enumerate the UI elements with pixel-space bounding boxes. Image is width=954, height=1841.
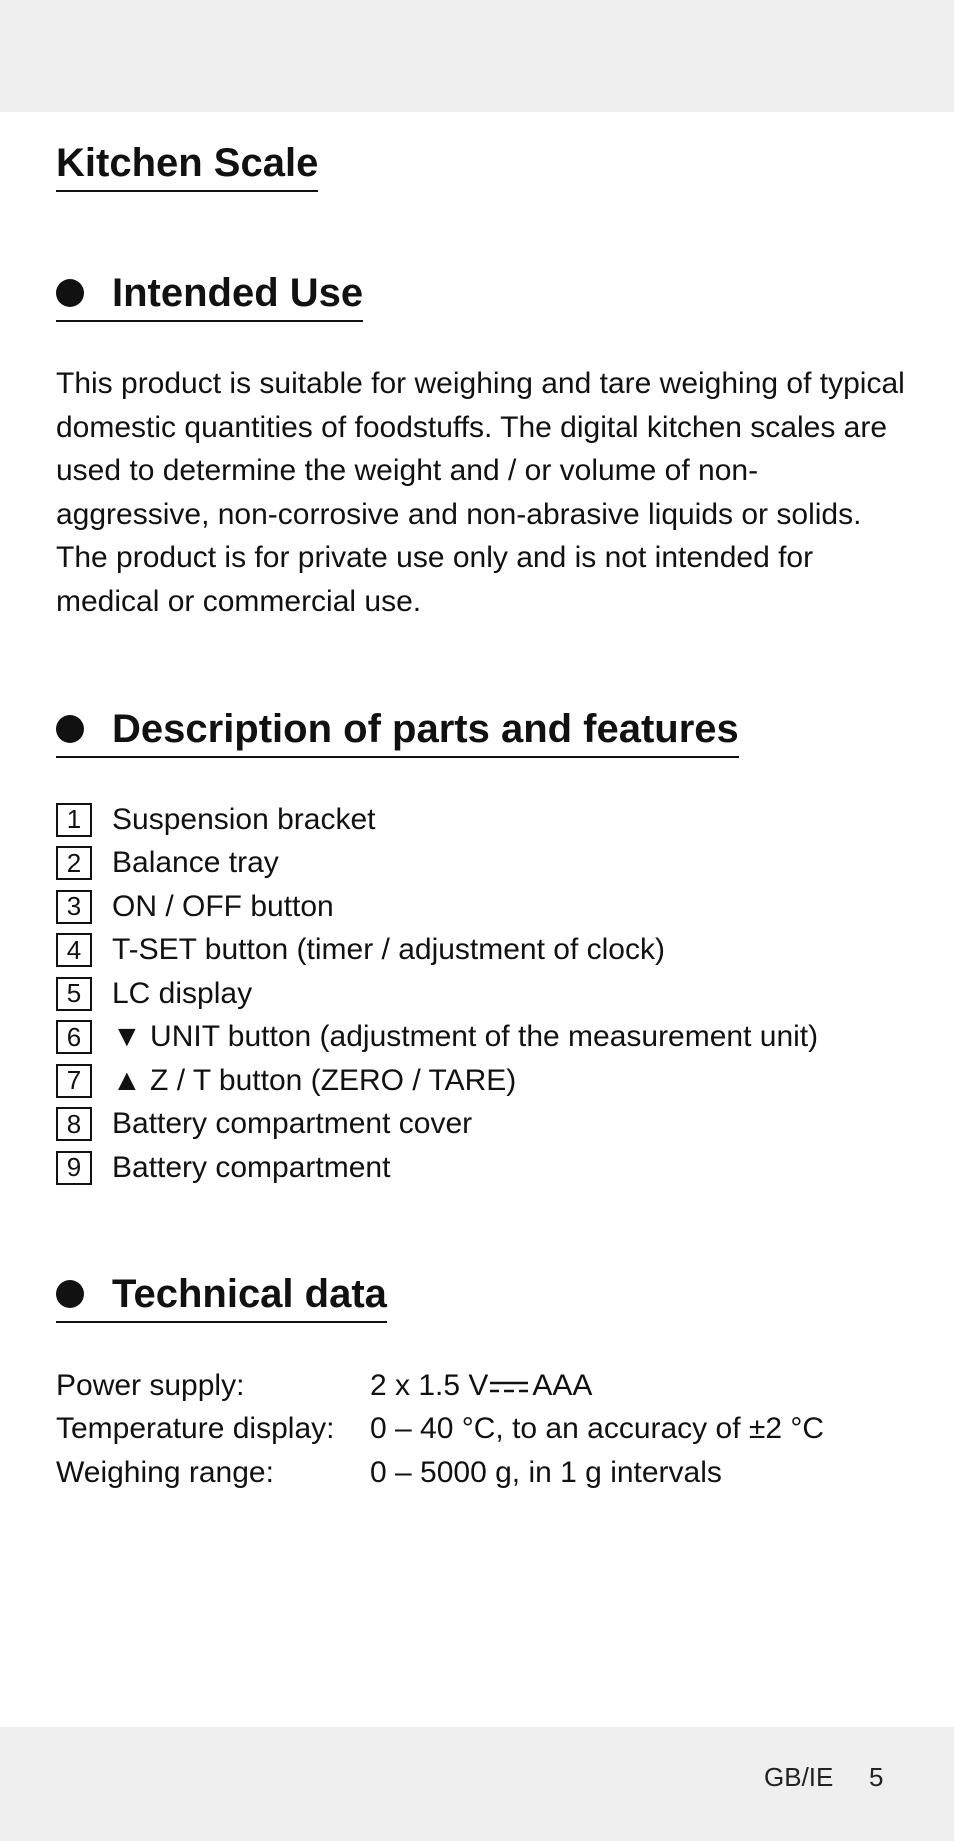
section-heading-intended-use: [56, 268, 363, 322]
tech-value: 0 – 5000 g, in 1 g intervals: [370, 1455, 722, 1489]
footer-language: GB/IE: [764, 1762, 834, 1792]
part-item: [56, 929, 818, 973]
tech-row-temperature: [56, 1408, 824, 1452]
part-number-box: 3: [56, 890, 92, 924]
page-title: Kitchen Scale: [56, 138, 318, 192]
tech-row-weighing-range: [56, 1451, 824, 1495]
section-heading-parts: [56, 704, 739, 758]
direct-current-icon: [490, 1380, 528, 1394]
section-heading-text: Description of parts and features: [112, 707, 739, 751]
part-item: [56, 1016, 818, 1060]
part-number-box: 8: [56, 1107, 92, 1141]
section-heading-text: Technical data: [112, 1272, 387, 1316]
part-number-box: 7: [56, 1064, 92, 1098]
part-number-box: 6: [56, 1020, 92, 1054]
part-label: Battery compartment cover: [112, 1107, 473, 1141]
bullet-icon: [56, 279, 84, 307]
part-label: ON / OFF button: [112, 889, 334, 923]
part-number-box: 4: [56, 933, 92, 967]
part-number-box: 1: [56, 803, 92, 837]
bullet-icon: [56, 1280, 84, 1308]
tech-row-power-supply: [56, 1364, 824, 1408]
tech-value: [370, 1364, 824, 1408]
technical-data-table: [56, 1364, 824, 1495]
power-value-suffix: AAA: [532, 1368, 593, 1402]
part-label: Balance tray: [112, 846, 279, 880]
part-label: Battery compartment: [112, 1150, 391, 1184]
tech-label: Weighing range:: [56, 1455, 274, 1489]
power-value-prefix: 2 x 1.5 V: [370, 1368, 489, 1402]
part-label: ▲ Z / T button (ZERO / TARE): [112, 1063, 517, 1097]
header-band: [0, 0, 954, 112]
part-label: Suspension bracket: [112, 802, 376, 836]
part-item: [56, 885, 818, 929]
footer-page-number: 5: [869, 1762, 884, 1792]
tech-label: Power supply:: [56, 1368, 245, 1402]
part-item: [56, 1059, 818, 1103]
tech-label: Temperature display:: [56, 1412, 335, 1446]
part-number-box: 9: [56, 1151, 92, 1185]
tech-value: 0 – 40 °C, to an accuracy of ±2 °C: [370, 1412, 825, 1446]
part-item: [56, 842, 818, 886]
part-item: [56, 972, 818, 1016]
intended-use-paragraph: This product is suitable for weighing and tare weighing of typical domestic quantities of foodstuffs. The digital kitchen scales are used to determine the weight and / or volume of non-aggressive, non-corrosive and non-abrasive liquids or solids. The product is for private use only and is not intended for medical or commercial use.: [56, 367, 905, 618]
part-number-box: 5: [56, 977, 92, 1011]
part-label: T-SET button (timer / adjustment of clock): [112, 933, 665, 967]
bullet-icon: [56, 715, 84, 743]
section-heading-text: Intended Use: [112, 271, 364, 315]
part-number-box: 2: [56, 846, 92, 880]
part-item: [56, 1103, 818, 1147]
part-item: [56, 798, 818, 842]
part-label: ▼ UNIT button (adjustment of the measurement unit): [112, 1020, 819, 1054]
parts-list: [56, 798, 818, 1190]
part-label: LC display: [112, 976, 253, 1010]
part-item: [56, 1146, 818, 1190]
section-heading-technical-data: [56, 1269, 387, 1323]
